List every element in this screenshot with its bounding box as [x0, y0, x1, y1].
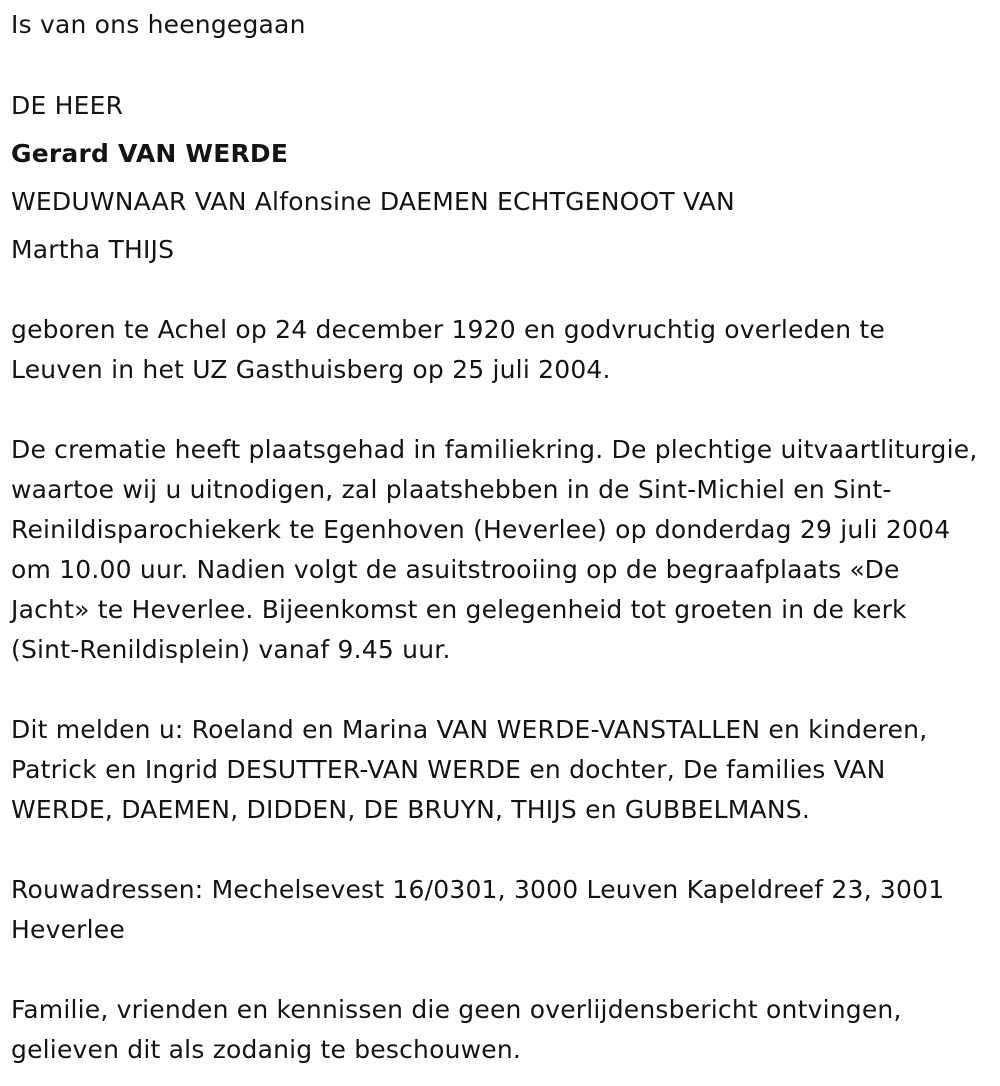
announcers-paragraph: Dit melden u: Roeland en Marina VAN WERDE-VANSTALLEN en kinderen, Patrick en Ingrid DESUTTER-VAN WERDE en dochter, De families VAN WERDE, DAEMEN, DIDDEN, DE BRUYN, THIJS en GUBBELMANS.: [11, 715, 928, 824]
ceremony-paragraph: De crematie heeft plaatsgehad in familiekring. De plechtige uitvaartliturgie, waartoe wij u uitnodigen, zal plaatshebben in de Sint-Michiel en Sint-Reinildisparochiekerk te Egenhoven (Heverlee) op donderdag 29 juli 2004 om 10.00 uur. Nadien volgt de asuitstrooiing op de begraafplaats «De Jacht» te Heverlee. Bijeenkomst en gelegenheid tot groeten in de kerk (Sint-Renildisplein) vanaf 9.45 uur.: [11, 435, 978, 664]
birth-death-paragraph: geboren te Achel op 24 december 1920 en godvruchtig overleden te Leuven in het UZ Gasthuisberg op 25 juli 2004.: [11, 315, 885, 384]
addresses-paragraph: Rouwadressen: Mechelsevest 16/0301, 3000 Leuven Kapeldreef 23, 3001 Heverlee: [11, 875, 945, 944]
closing-paragraph: Familie, vrienden en kennissen die geen overlijdensbericht ontvingen, gelieven dit als zodanig te beschouwen.: [11, 995, 902, 1064]
intro-line: Is van ons heengegaan: [11, 10, 306, 39]
relation-line-2: Martha THIJS: [11, 235, 175, 264]
deceased-name: Gerard VAN WERDE: [11, 139, 289, 168]
relation-line-1: WEDUWNAAR VAN Alfonsine DAEMEN ECHTGENOOT VAN: [11, 187, 735, 216]
honorific: DE HEER: [11, 91, 124, 120]
